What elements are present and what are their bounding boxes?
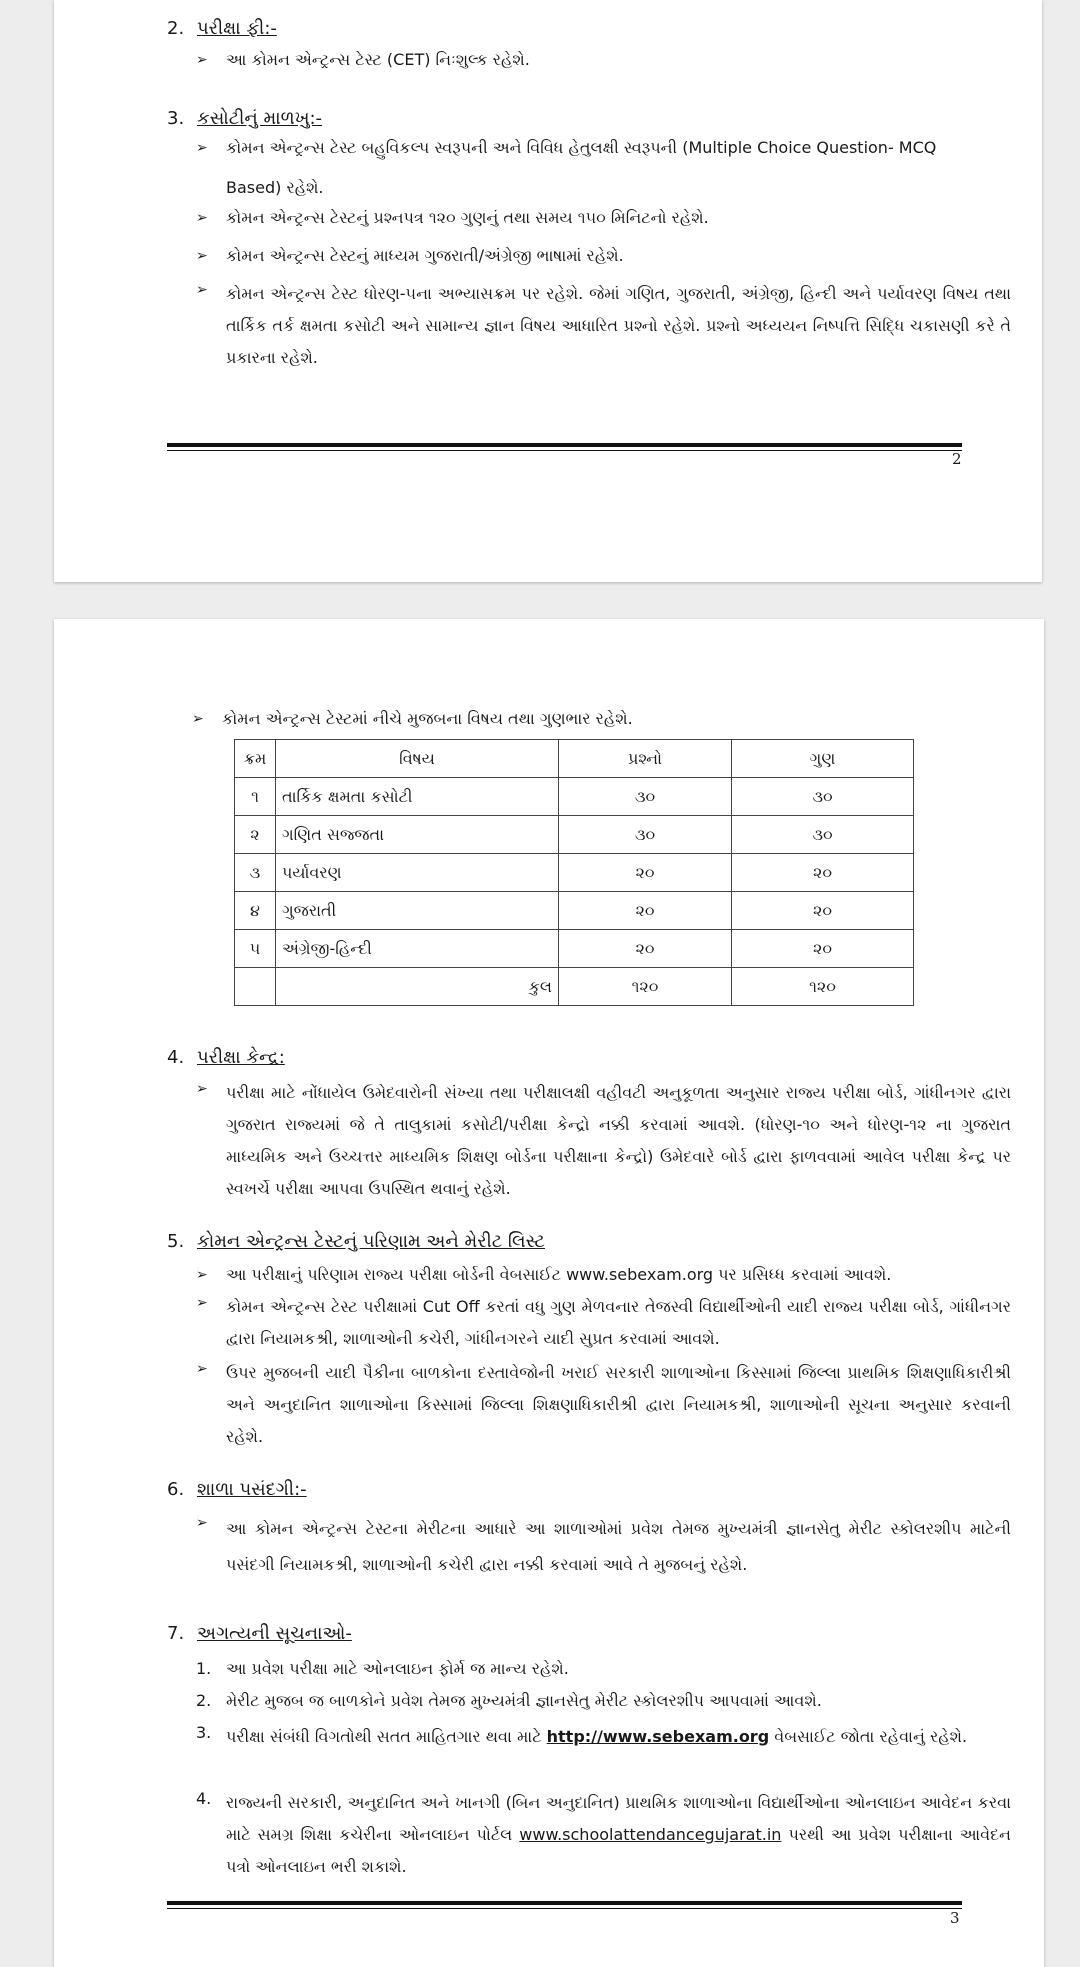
table-cell: કુલ [276, 968, 559, 1006]
subject-marks-table [234, 739, 914, 1006]
section-2-heading [167, 18, 567, 42]
table-cell: ૫ [235, 930, 276, 968]
arrow-bullet-icon: ➢ [196, 1081, 208, 1097]
arrow-bullet-icon: ➢ [196, 52, 208, 68]
bullet-item: ➢ કોમન એન્ટ્રન્સ ટેસ્ટ બહુવિકલ્પ સ્વરૂપની અને વિવિધ હેતુલક્ષી સ્વરૂપની (Multiple Choice Question- MCQ Based) રહેશે. [196, 138, 937, 197]
section-number: 7. [167, 1623, 185, 1644]
section-number: 2. [167, 18, 185, 39]
bullet-item: ➢ કોમન એન્ટ્રન્સ ટેસ્ટ ધોરણ-૫ના અભ્યાસક્રમ પર રહેશે. જેમાં ગણિત, ગુજરાતી, અંગ્રેજી, હિન્દી અને પર્યાવરણ વિષય તથા તાર્કિક તર્ક ક્ષમતા કસોટી અને સામાન્ય જ્ઞાન વિષય આધારિત પ્રશ્નો રહેશે. પ્રશ્નો અધ્યયન નિષ્પત્તિ સિદ્ધિ ચકાસણી કરે તે પ્રકારના રહેશે. [196, 278, 1016, 388]
footer-rule-thin [167, 1908, 962, 1909]
bullet-item: ➢ કોમન એન્ટ્રન્સ ટેસ્ટમાં નીચે મુજબના વિષય તથા ગુણભાર રહેશે. [192, 707, 992, 731]
school-attendance-link[interactable]: www.schoolattendancegujarat.in [519, 1825, 782, 1844]
table-cell: ૩૦ [559, 816, 732, 854]
table-cell: ૨૦ [559, 892, 732, 930]
footer-rule [167, 1901, 962, 1905]
list-item: 1. આ પ્રવેશ પરીક્ષા માટે ઓનલાઇન ફોર્મ જ માન્ય રહેશે. [196, 1659, 569, 1678]
table-cell: ગણિત સજ્જતા [276, 816, 559, 854]
list-item: 4. રાજ્યની સરકારી, અનુદાનિત અને ખાનગી (બિન અનુદાનિત) પ્રાથમિક શાળાઓના વિદ્યાર્થીઓના ઓનલાઇન આવેદન કરવા માટે સમગ્ર શિક્ષા કચેરીના ઓનલાઇન પોર્ટલ www.schoolattendancegujarat.in પરથી આ પ્રવેશ પરીક્ષાના આવેદન પત્રો ઓનલાઇન ભરી શકાશે. [196, 1789, 1011, 1876]
column-header: ક્રમ [235, 740, 276, 778]
section-3-heading [167, 108, 567, 132]
section-number: 4. [167, 1047, 185, 1068]
table-row [235, 778, 914, 816]
table-row [235, 930, 914, 968]
table-row [235, 854, 914, 892]
table-cell: તાર્કિક ક્ષમતા કસોટી [276, 778, 559, 816]
section-number: 5. [167, 1231, 185, 1252]
section-title: પરીક્ષા કેન્દ્ર: [197, 1047, 285, 1068]
arrow-bullet-icon: ➢ [196, 210, 208, 226]
table-cell: ૧ [235, 778, 276, 816]
table-cell: ૨૦ [559, 854, 732, 892]
column-header: પ્રશ્નો [559, 740, 732, 778]
bullet-item: ➢ કોમન એન્ટ્રન્સ ટેસ્ટ પરીક્ષામાં Cut Off કરતાં વધુ ગુણ મેળવનાર તેજસ્વી વિદ્યાર્થીઓની યાદી રાજ્ય પરીક્ષા બોર્ડ, ગાંધીનગર દ્વારા નિયામકશ્રી, શાળાઓની કચેરી, ગાંધીનગરને યાદી સુપ્રત કરવામાં આવશે. [196, 1291, 1016, 1355]
section-5-heading [167, 1231, 867, 1255]
table-row [235, 816, 914, 854]
page-number: 3 [950, 1909, 960, 1927]
section-number: 6. [167, 1479, 185, 1500]
section-title: પરીક્ષા ફી:- [197, 18, 277, 39]
table-cell: ૨૦ [559, 930, 732, 968]
footer-rule [167, 443, 962, 447]
list-item: 3. પરીક્ષા સંબંધી વિગતોથી સતત માહિતગાર થવા માટે http://www.sebexam.org વેબસાઈટ જોતા રહેવાનું રહેશે. [196, 1723, 968, 1746]
section-7-heading [167, 1623, 567, 1647]
section-title: કસોટીનું માળખુ:- [197, 108, 323, 129]
section-title: અગત્યની સૂચનાઓ- [197, 1623, 352, 1644]
table-cell: ગુજરાતી [276, 892, 559, 930]
arrow-bullet-icon: ➢ [196, 248, 208, 264]
table-row [235, 892, 914, 930]
section-title: કોમન એન્ટ્રન્સ ટેસ્ટનું પરિણામ અને મેરીટ લિસ્ટ [197, 1231, 545, 1252]
section-4-heading [167, 1047, 567, 1071]
table-cell: ૩૦ [732, 778, 914, 816]
arrow-bullet-icon: ➢ [192, 711, 204, 727]
section-number: 3. [167, 108, 185, 129]
table-cell: ૩૦ [559, 778, 732, 816]
column-header: વિષય [276, 740, 559, 778]
list-item: 2. મેરીટ મુજબ જ બાળકોને પ્રવેશ તેમજ મુખ્યમંત્રી જ્ઞાનસેતુ મેરીટ સ્કોલરશીપ આપવામાં આવશે. [196, 1691, 822, 1710]
table-cell [235, 968, 276, 1006]
document-page-3 [54, 619, 1044, 1967]
bullet-item: ➢ આ પરીક્ષાનું પરિણામ રાજ્ય પરીક્ષા બોર્ડની વેબસાઈટ www.sebexam.org પર પ્રસિધ્ધ કરવામાં આવશે. [196, 1263, 1016, 1287]
table-cell: ૨૦ [732, 854, 914, 892]
bullet-item: ➢ કોમન એન્ટ્રન્સ ટેસ્ટનું પ્રશ્નપત્ર ૧૨૦ ગુણનું તથા સમય ૧૫૦ મિનિટનો રહેશે. [196, 206, 1016, 230]
bullet-item: ➢ આ કોમન એન્ટ્રન્સ ટેસ્ટ (CET) નિઃશુલ્ક રહેશે. [196, 48, 996, 72]
arrow-bullet-icon: ➢ [196, 282, 208, 298]
section-6-heading [167, 1479, 567, 1503]
table-cell: ૨૦ [732, 892, 914, 930]
table-header-row [235, 740, 914, 778]
table-cell: ૨ [235, 816, 276, 854]
bullet-item: ➢ ઉપર મુજબની યાદી પૈકીના બાળકોના દસ્તાવેજોની ખરાઈ સરકારી શાળાઓના કિસ્સામાં જિલ્લા પ્રાથમિક શિક્ષણાધિકારીશ્રી અને અનુદાનિત શાળાઓના કિસ્સામાં જિલ્લા શિક્ષણાધિકારીશ્રી દ્વારા નિયામકશ્રી, શાળાઓની સૂચના અનુસાર કરવાની રહેશે. [196, 1357, 1016, 1453]
table-cell: અંગ્રેજી-હિન્દી [276, 930, 559, 968]
arrow-bullet-icon: ➢ [196, 140, 208, 156]
table-cell: ૩૦ [732, 816, 914, 854]
table-cell: ૧૨૦ [559, 968, 732, 1006]
table-total-row [235, 968, 914, 1006]
footer-rule-thin [167, 450, 962, 451]
arrow-bullet-icon: ➢ [196, 1515, 208, 1531]
table-cell: ૧૨૦ [732, 968, 914, 1006]
bullet-item: ➢ પરીક્ષા માટે નોંધાયેલ ઉમેદવારોની સંખ્યા તથા પરીક્ષાલક્ષી વહીવટી અનુકૂળતા અનુસાર રાજ્ય પરીક્ષા બોર્ડ, ગાંધીનગર દ્વારા ગુજરાત રાજ્યમાં જે તે તાલુકામાં કસોટી/પરીક્ષા કેન્દ્રો નક્કી કરવામાં આવશે. (ધોરણ-૧૦ અને ધોરણ-૧૨ ના ગુજરાત માધ્યમિક અને ઉચ્ચત્તર માધ્યમિક શિક્ષણ બોર્ડના પરીક્ષાના કેન્દ્રો) ઉમેદવારે બોર્ડ દ્વારા ફાળવવામાં આવેલ પરીક્ષા કેન્દ્ર પર સ્વખર્ચે પરીક્ષા આપવા ઉપસ્થિત થવાનું રહેશે. [196, 1077, 1016, 1207]
arrow-bullet-icon: ➢ [196, 1295, 208, 1311]
section-title: શાળા પસંદગી:- [197, 1479, 307, 1500]
bullet-item: ➢ કોમન એન્ટ્રન્સ ટેસ્ટનું માધ્યમ ગુજરાતી/અંગ્રેજી ભાષામાં રહેશે. [196, 244, 1016, 268]
column-header: ગુણ [732, 740, 914, 778]
table-cell: પર્યાવરણ [276, 854, 559, 892]
sebexam-link[interactable]: http://www.sebexam.org [546, 1727, 770, 1746]
table-cell: ૪ [235, 892, 276, 930]
arrow-bullet-icon: ➢ [196, 1267, 208, 1283]
arrow-bullet-icon: ➢ [196, 1361, 208, 1377]
document-page-2 [54, 0, 1042, 582]
page-number: 2 [952, 450, 962, 468]
bullet-item: ➢ આ કોમન એન્ટ્રન્સ ટેસ્ટના મેરીટના આધારે આ શાળાઓમાં પ્રવેશ તેમજ મુખ્યમંત્રી જ્ઞાનસેતુ મેરીટ સ્કોલરશીપ માટેની પસંદગી નિયામકશ્રી, શાળાઓની કચેરી દ્વારા નક્કી કરવામાં આવે તે મુજબનું રહેશે. [196, 1511, 1016, 1583]
table-cell: ૨૦ [732, 930, 914, 968]
table-cell: ૩ [235, 854, 276, 892]
